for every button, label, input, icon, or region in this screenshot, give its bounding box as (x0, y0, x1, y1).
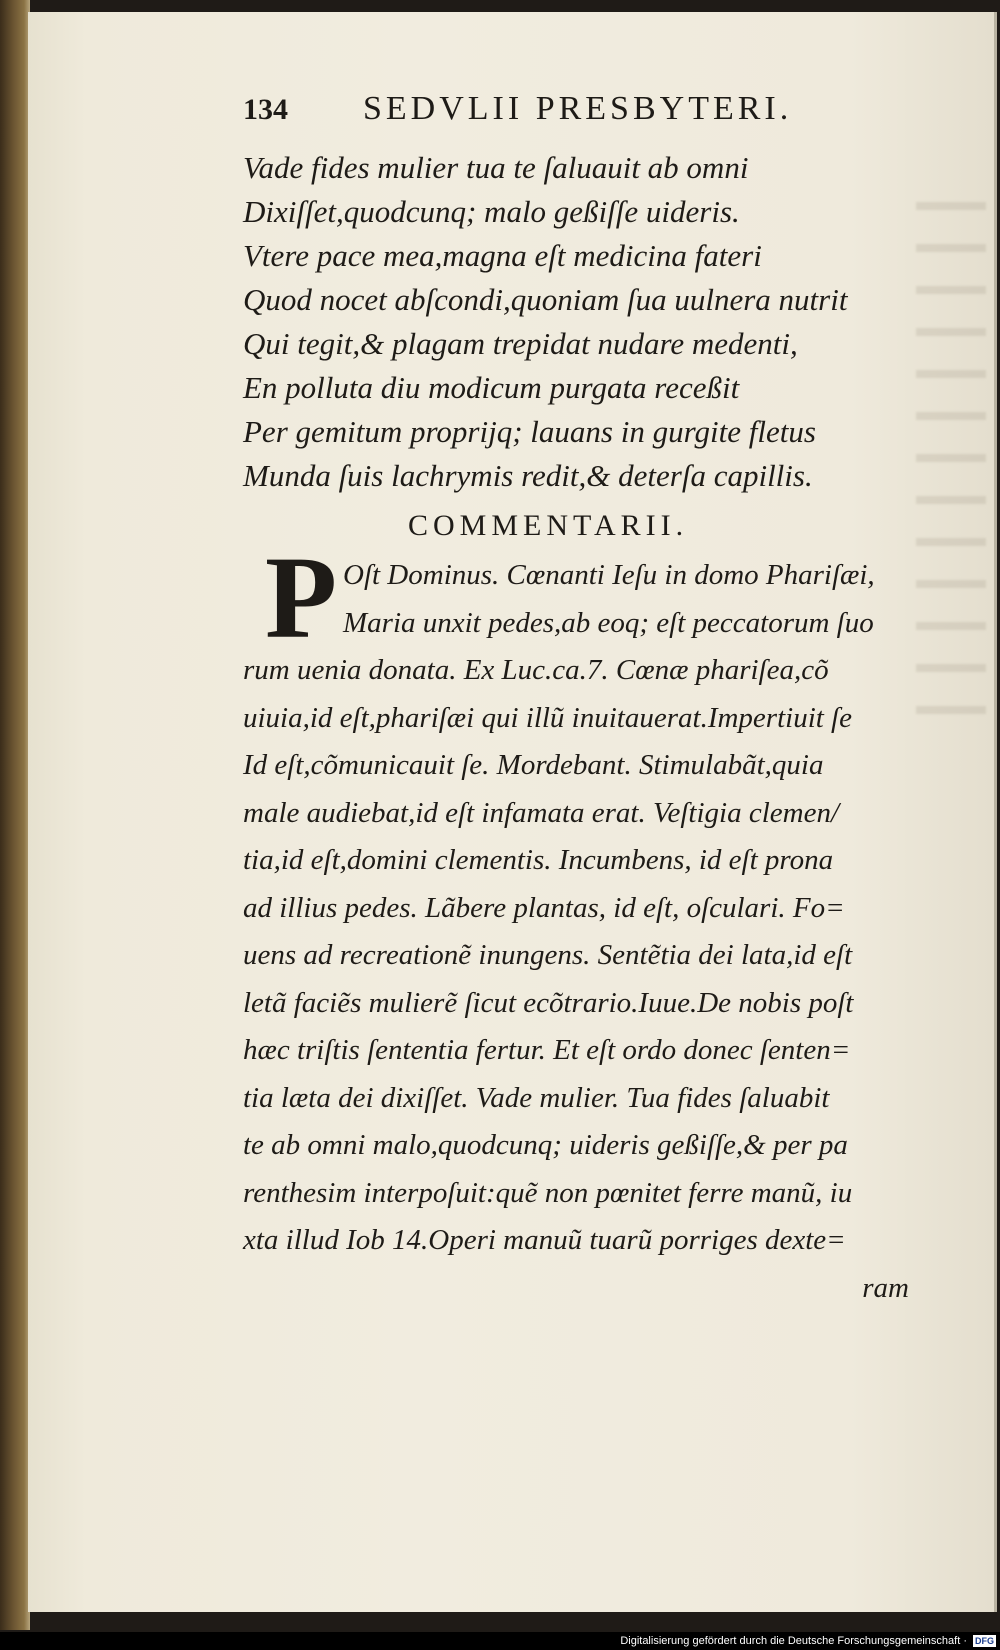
footer-strip (0, 1632, 1000, 1650)
commentary-line: tia læta dei dixiſſet. Vade mulier. Tua fides ſaluabit (243, 1081, 830, 1114)
book-edge (0, 0, 30, 1630)
verse-line: Munda ſuis lachrymis redit,& deterſa capillis. (243, 458, 813, 493)
verse-line: Vtere pace mea,magna eſt medicina fateri (243, 238, 762, 273)
footer-credit: Digitalisierung gefördert durch die Deutsche Forschungsgemeinschaft · (620, 1635, 967, 1647)
commentary-line: hæc triſtis ſententia fertur. Et eſt ordo donec ſenten= (243, 1034, 851, 1066)
verse-line: Qui tegit,& plagam trepidat nudare medenti, (243, 326, 798, 361)
commentary-block (243, 532, 933, 1312)
commentary-line: ad illius pedes. Lãbere plantas, id eſt, oſculari. Fo= (243, 891, 845, 924)
commentary-line: rum uenia donata. Ex Luc.ca.7. Cœnæ phariſea,cõ (243, 654, 829, 686)
commentary-line: Id eſt,cõmunicauit ſe. Mordebant. Stimulabãt,quia (243, 749, 824, 781)
verse-line: En polluta diu modicum purgata receßit (243, 370, 740, 405)
commentary-line: letã faciẽs mulierẽ ſicut ecõtrario.Iuue.De nobis poſt (243, 986, 854, 1019)
running-title: SEDVLII PRESBYTERI. (363, 90, 793, 127)
page-number: 134 (243, 93, 288, 126)
commentary-line: renthesim interpoſuit:quẽ non pœnitet ferre manũ, iu (243, 1176, 853, 1209)
verse-line: Per gemitum proprijq; lauans in gurgite fletus (243, 414, 816, 449)
text-block (243, 90, 933, 1312)
dfg-logo: DFG (975, 1636, 994, 1647)
verse-block (243, 146, 933, 498)
drop-cap: P (265, 532, 338, 663)
commentary-line: uens ad recreationẽ inungens. Sentẽtia dei lata,id eſt (243, 939, 853, 971)
section-heading: COMMENTARII. (408, 509, 689, 542)
commentary-line: Maria unxit pedes,ab eoq; eſt peccatorum ſuo (343, 606, 874, 639)
verse-line: Dixiſſet,quodcunq; malo geßiſſe uideris. (243, 194, 740, 229)
verse-line: Quod nocet abſcondi,quoniam ſua uulnera nutrit (243, 282, 848, 317)
commentary-line: xta illud Iob 14.Operi manuũ tuarũ porriges dexte= (243, 1224, 846, 1256)
running-head (243, 90, 933, 146)
commentary-line: male audiebat,id eſt infamata erat. Veſtigia clemen/ (243, 796, 840, 829)
commentary-line: Oſt Dominus. Cœnanti Ieſu in domo Phariſæi, (343, 559, 875, 591)
catchword: ram (862, 1271, 909, 1304)
commentary-line: te ab omni malo,quodcunq; uideris geßiſſe,& per pa (243, 1129, 848, 1161)
verse-line: Vade fides mulier tua te ſaluauit ab omni (243, 150, 749, 185)
commentary-line: uiuia,id eſt,phariſæi qui illũ inuitauerat.Impertiuit ſe (243, 701, 852, 734)
commentary-line: tia,id eſt,domini clementis. Incumbens, id eſt prona (243, 844, 834, 876)
